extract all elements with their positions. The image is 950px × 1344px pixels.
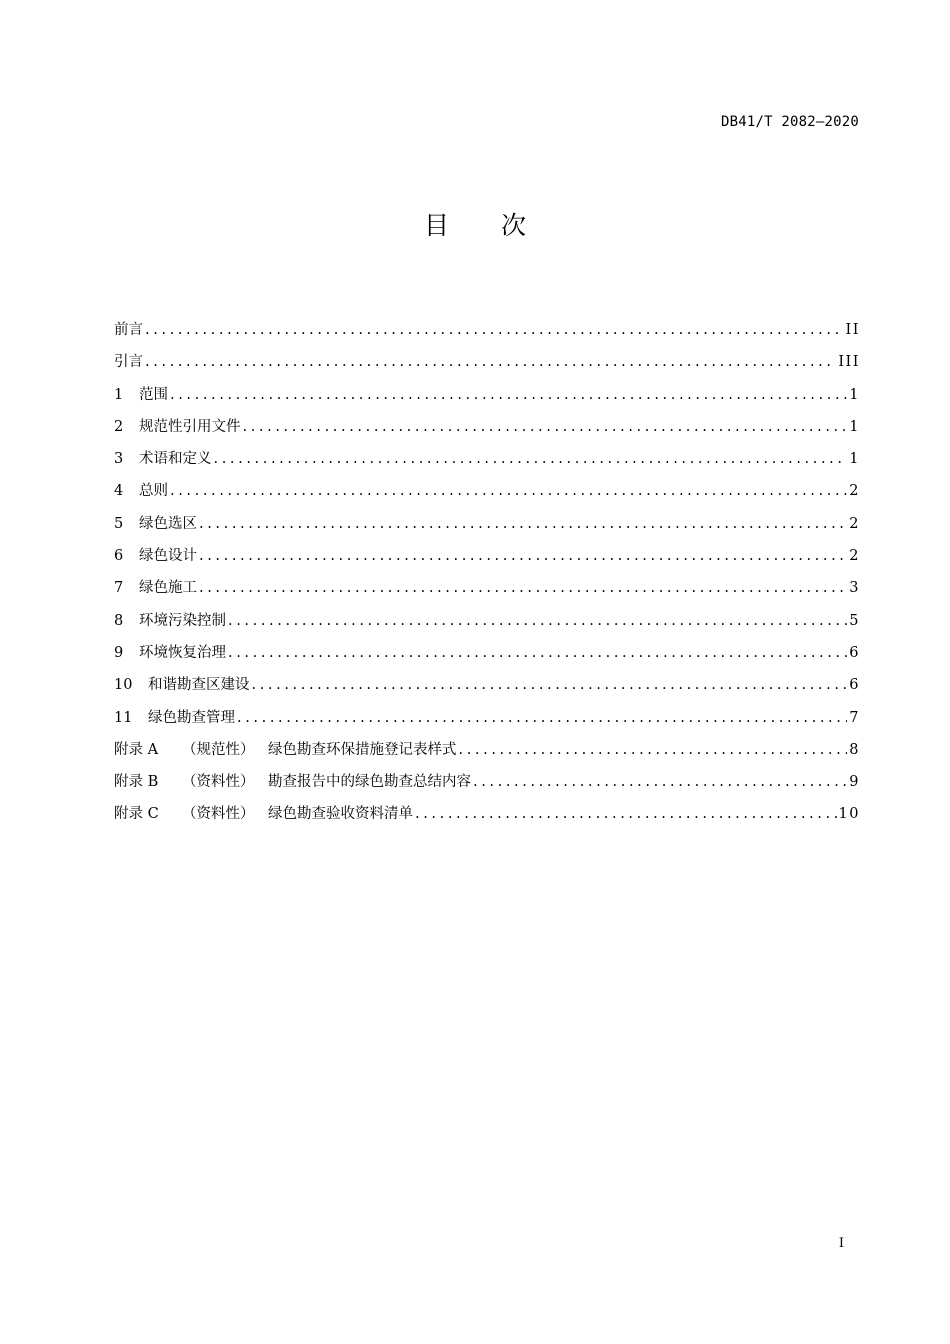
toc-entry-label: 绿色施工	[139, 580, 197, 597]
toc-entry-section-8[interactable]	[114, 609, 860, 641]
table-of-contents	[114, 318, 860, 835]
dot-leader	[459, 742, 848, 758]
toc-entry-page: 10	[838, 806, 860, 823]
toc-entry-section-1[interactable]	[114, 383, 860, 415]
toc-entry-foreword[interactable]	[114, 318, 860, 350]
dot-leader	[199, 548, 847, 564]
toc-entry-number: 9	[114, 644, 124, 661]
toc-title: 目 次	[424, 211, 548, 240]
toc-entry-introduction[interactable]	[114, 350, 860, 382]
toc-entry-label: 绿色勘查管理	[148, 709, 235, 726]
dot-leader	[199, 516, 847, 532]
toc-entry-label: 环境恢复治理	[139, 644, 226, 661]
toc-entry-appendix-c[interactable]	[114, 802, 860, 834]
toc-entry-section-4[interactable]	[114, 479, 860, 511]
dot-leader	[473, 774, 847, 790]
toc-entry-page: 3	[849, 580, 860, 597]
toc-entry-page: 2	[849, 548, 860, 565]
toc-entry-number: 11	[114, 709, 133, 726]
toc-entry-label: 规范性引用文件	[139, 418, 241, 435]
dot-leader	[170, 483, 847, 499]
toc-entry-page: III	[838, 354, 860, 371]
toc-entry-number: 8	[114, 612, 124, 629]
dot-leader	[170, 387, 847, 403]
toc-entry-classification: （资料性）	[182, 806, 255, 823]
toc-entry-page: 9	[849, 774, 860, 791]
dot-leader	[228, 613, 847, 629]
toc-entry-page: 1	[849, 386, 860, 403]
toc-entry-label: 勘查报告中的绿色勘查总结内容	[268, 774, 471, 791]
dot-leader	[237, 710, 847, 726]
toc-entry-section-10[interactable]	[114, 673, 860, 705]
toc-entry-number: 附录 C	[114, 806, 159, 823]
dot-leader	[252, 677, 848, 693]
toc-entry-appendix-b[interactable]	[114, 770, 860, 802]
toc-entry-section-2[interactable]	[114, 415, 860, 447]
toc-entry-page: 2	[849, 515, 860, 532]
toc-entry-number: 6	[114, 548, 124, 565]
toc-entry-label: 引言	[114, 354, 143, 371]
toc-entry-classification: （资料性）	[182, 774, 255, 791]
toc-entry-page: 6	[849, 644, 860, 661]
toc-entry-number: 附录 B	[114, 774, 159, 791]
dot-leader	[145, 354, 836, 370]
toc-entry-label: 绿色勘查验收资料清单	[268, 806, 413, 823]
toc-entry-label: 和谐勘查区建设	[148, 677, 250, 694]
page-number: I	[838, 1236, 844, 1251]
toc-entry-number: 3	[114, 451, 124, 468]
toc-entry-label: 绿色设计	[139, 548, 197, 565]
toc-entry-page: 7	[849, 709, 860, 726]
toc-entry-page: 1	[849, 418, 860, 435]
toc-entry-section-5[interactable]	[114, 512, 860, 544]
toc-entry-page: 2	[849, 483, 860, 500]
toc-entry-number: 7	[114, 580, 124, 597]
toc-entry-section-3[interactable]	[114, 447, 860, 479]
toc-entry-label: 绿色勘查环保措施登记表样式	[268, 741, 457, 758]
toc-entry-page: 6	[849, 677, 860, 694]
toc-entry-label: 环境污染控制	[139, 612, 226, 629]
document-code: DB41/T 2082—2020	[720, 114, 859, 130]
toc-entry-section-6[interactable]	[114, 544, 860, 576]
dot-leader	[214, 451, 848, 467]
dot-leader	[243, 419, 848, 435]
toc-entry-label: 范围	[139, 386, 168, 403]
toc-entry-label: 绿色选区	[139, 515, 197, 532]
toc-entry-page: II	[845, 322, 860, 338]
toc-entry-number: 2	[114, 418, 124, 435]
toc-entry-section-9[interactable]	[114, 641, 860, 673]
toc-entry-number: 4	[114, 483, 124, 500]
dot-leader	[415, 806, 837, 822]
toc-entry-page: 8	[849, 741, 860, 758]
toc-entry-label: 术语和定义	[139, 451, 212, 468]
toc-entry-section-11[interactable]	[114, 706, 860, 738]
dot-leader	[145, 322, 844, 338]
dot-leader	[199, 580, 847, 596]
toc-entry-number: 5	[114, 515, 124, 532]
dot-leader	[228, 645, 847, 661]
toc-entry-page: 1	[849, 451, 860, 468]
toc-entry-number: 1	[114, 386, 124, 403]
toc-entry-appendix-a[interactable]	[114, 738, 860, 770]
toc-entry-page: 5	[849, 612, 860, 629]
toc-entry-label: 前言	[114, 322, 143, 338]
toc-entry-classification: （规范性）	[182, 741, 255, 758]
toc-entry-section-7[interactable]	[114, 576, 860, 608]
toc-entry-number: 附录 A	[114, 741, 159, 758]
toc-entry-number: 10	[114, 677, 133, 694]
toc-entry-label: 总则	[139, 483, 168, 500]
